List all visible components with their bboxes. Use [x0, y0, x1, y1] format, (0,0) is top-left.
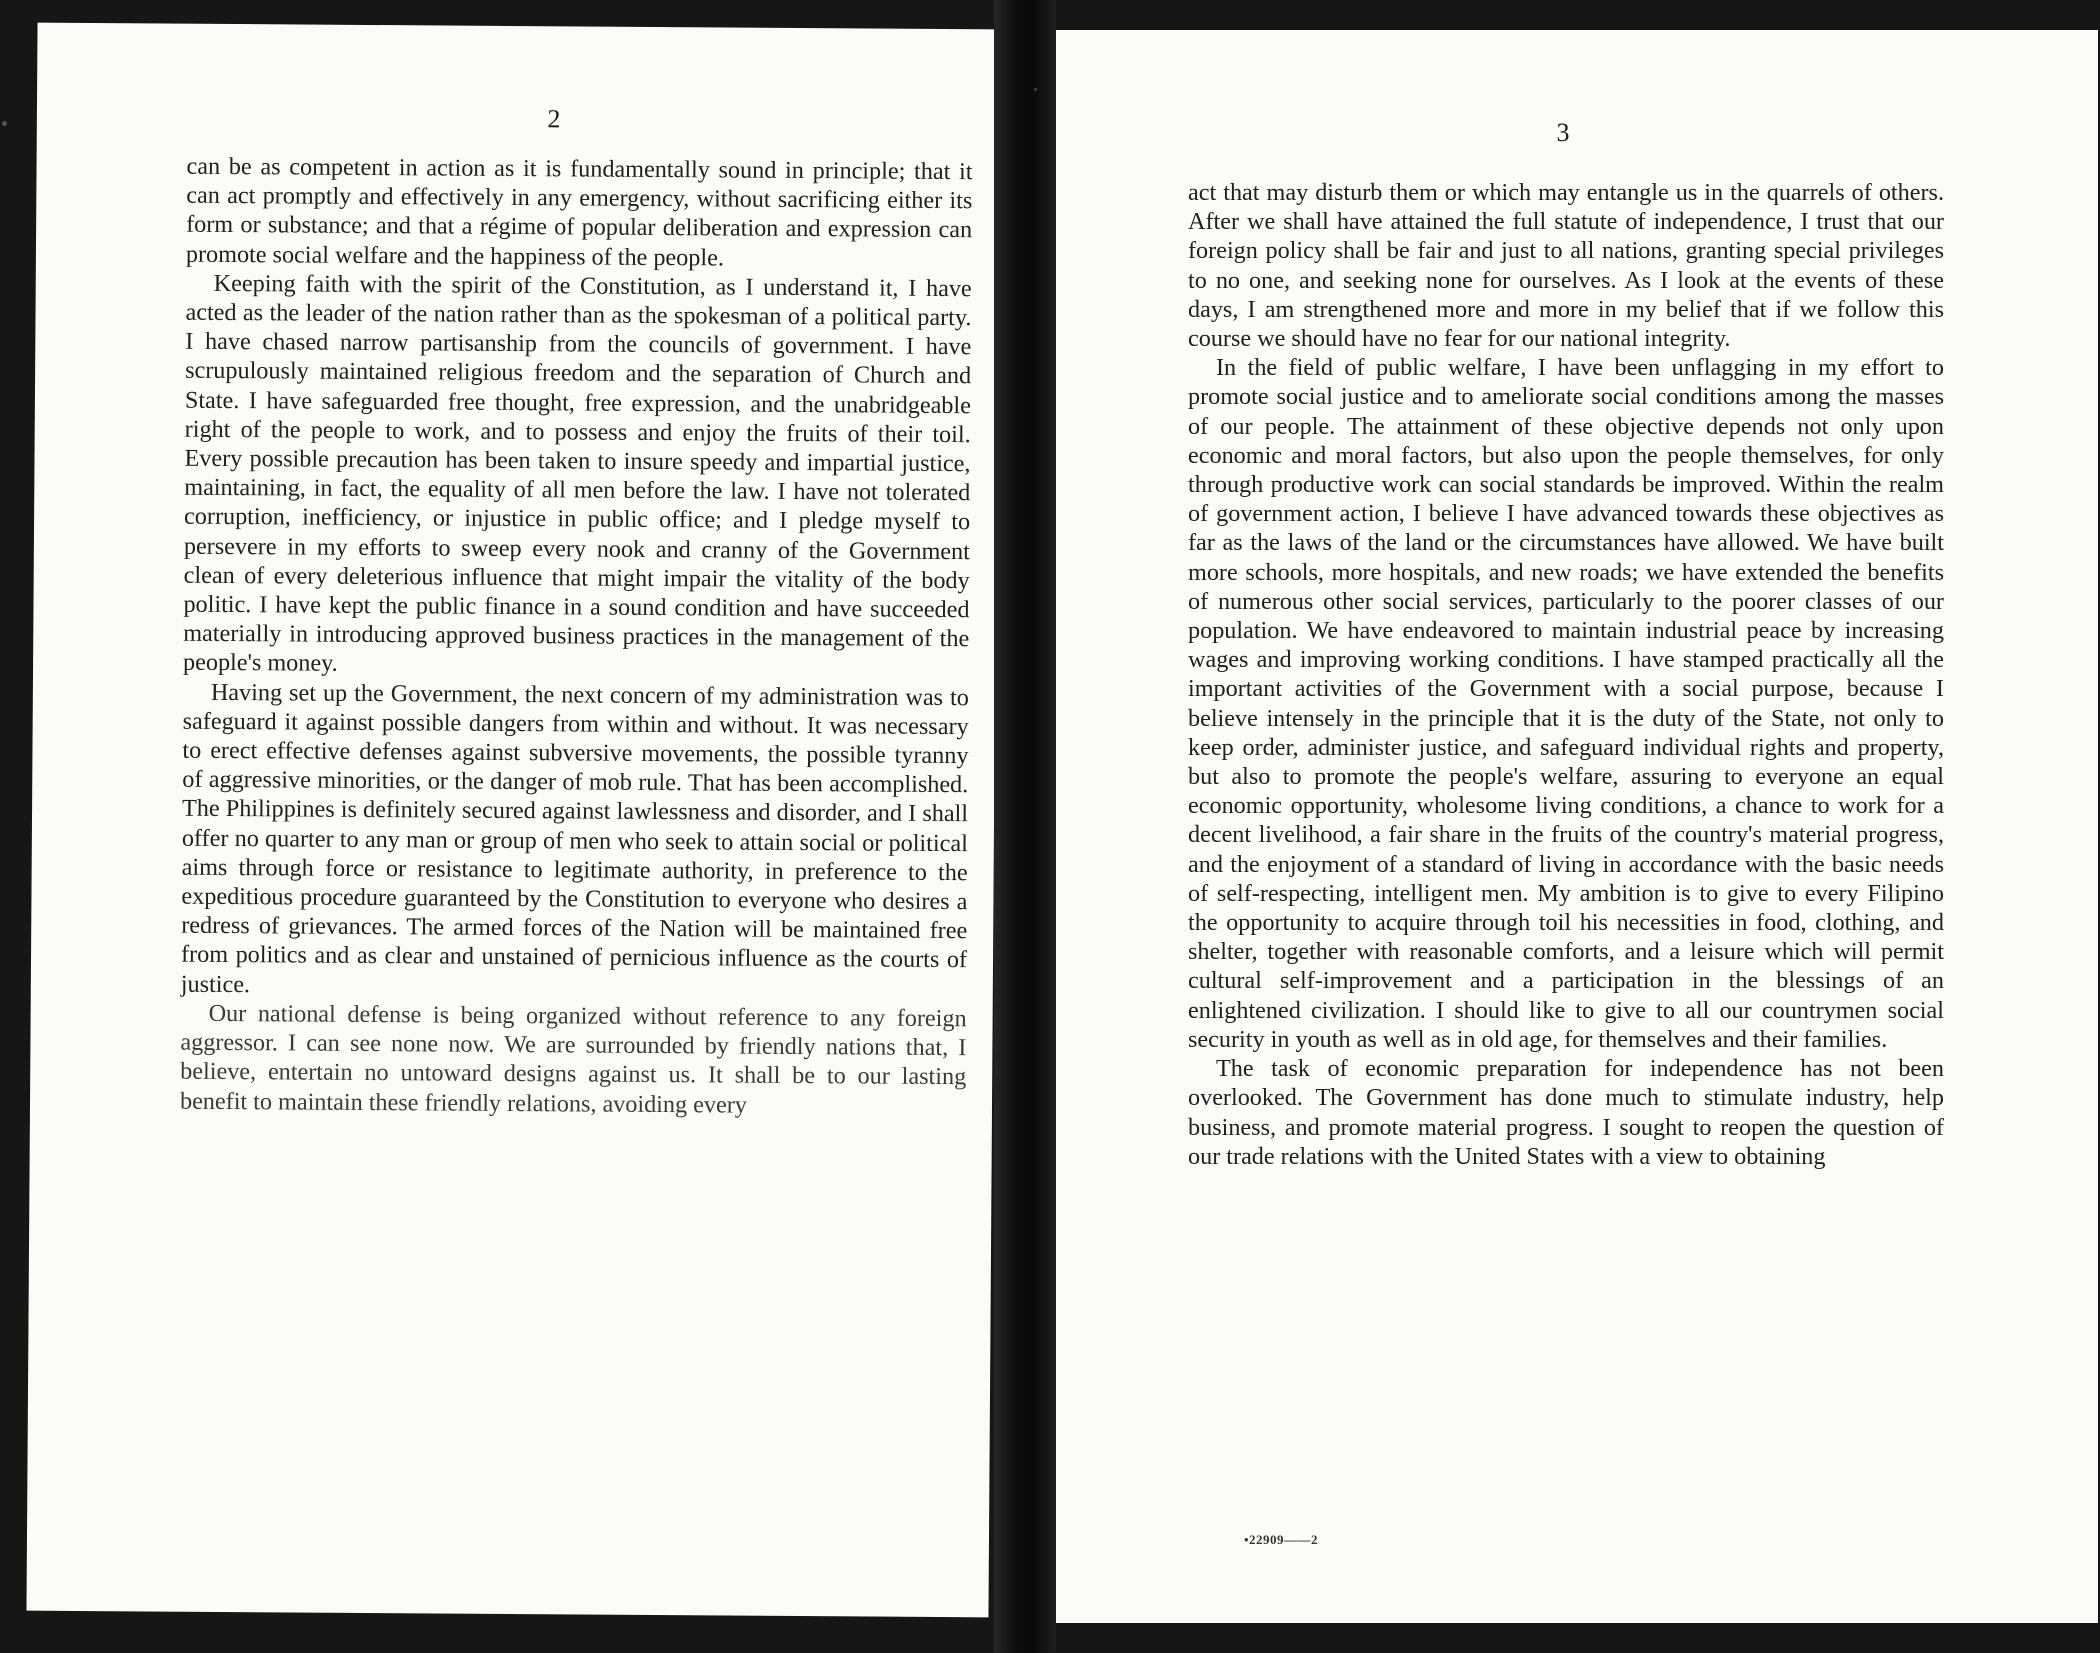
left-paragraph-3: Having set up the Government, the next concern of my administration was to safeguard it against possible dangers from within and without. It was necessary to erect effective defenses against subversive movements, the possible tyranny of aggressive minorities, or the danger of mob rule. That has been accomplished. The Philippines is definitely secured against lawlessness and disorder, and I shall offer no quarter to any man or group of men who seek to attain social or political aims through force or resistance to legitimate authority, in preference to the expeditious procedure guaranteed by the Constitution to everyone who desires a redress of grievances. The armed forces of the Nation will be maintained free from politics and as clear and unstained of pernicious influence as the courts of justice.: [180, 678, 969, 998]
scan-speck: [1034, 88, 1037, 91]
page-number-left: 2: [547, 104, 561, 134]
right-page: [1056, 30, 2098, 1623]
printer-mark: •22909——2: [1244, 1532, 1319, 1547]
left-page: [26, 23, 999, 1618]
right-paragraph-3: The task of economic preparation for independence has not been overlooked. The Government has done much to stimulate industry, help business, and promote material progress. I sought to reopen the question of our trade relations with the United States with a view to obtaining: [1188, 1055, 1944, 1170]
book-gutter: [994, 0, 1056, 1653]
right-paragraph-1: act that may disturb them or which may entangle us in the quarrels of others. After we shall have attained the full statute of independence, I trust that our foreign policy shall be fair and just to all nations, granting special privileges to no one, and seeking none for ourselves. As I look at the events of these days, I am strengthened more and more in my belief that if we follow this course we should have no fear for our national integrity.: [1188, 179, 1944, 353]
page-number-right: 3: [1556, 118, 1570, 147]
right-text-column: [1188, 178, 1944, 1171]
left-paragraph-4: Our national defense is being organized without reference to any foreign aggressor. I can see none now. We are surrounded by friendly nations that, I believe, entertain no untoward designs against us. It shall be to our lasting benefit to maintain these friendly relations, avoiding every: [179, 999, 967, 1119]
scan-speck: [2, 121, 7, 126]
left-text-column: [180, 152, 973, 1121]
right-paragraph-2: In the field of public welfare, I have been unflagging in my effort to promote social justice and to ameliorate social conditions among the masses of our people. The attainment of these objective depends not only upon economic and moral factors, but also upon the people themselves, for only through productive work can social standards be improved. Within the realm of government action, I believe I have advanced towards these objectives as far as the laws of the land or the circumstances have allowed. We have built more schools, more hospitals, and new roads; we have extended the benefits of numerous other social services, particularly to the poorer classes of our population. We have endeavored to maintain industrial peace by increasing wages and improving working conditions. I have stamped practically all the important activities of the Government with a social purpose, because I believe intensely in the principle that it is the duty of the State, not only to keep order, administer justice, and safeguard individual rights and property, but also to promote the people's welfare, assuring to everyone an equal economic opportunity, wholesome living conditions, a chance to work for a decent livelihood, a fair share in the fruits of the country's material progress, and the enjoyment of a standard of living in accordance with the basic needs of self-respecting, intelligent men. My ambition is to give to every Filipino the opportunity to acquire through toil his necessities in food, clothing, and shelter, together with reasonable comforts, and a leisure which will permit cultural self-improvement and a participation in the blessings of an enlightened civilization. I should like to give to all our countrymen social security in youth as well as in old age, for themselves and their families.: [1188, 354, 1944, 1053]
left-paragraph-1: can be as competent in action as it is fundamentally sound in principle; that it can act promptly and effectively in any emergency, without sacrificing either its form or substance; and that a régime of popular deliberation and expression can promote social welfare and the happiness of the people.: [185, 152, 973, 272]
left-paragraph-2: Keeping faith with the spirit of the Constitution, as I understand it, I have acted as the leader of the nation rather than as the spokesman of a political party. I have chased narrow partisanship from the councils of government. I have scrupulously maintained religious freedom and the separation of Church and State. I have safeguarded free thought, free expression, and the unabridgeable right of the people to work, and to possess and enjoy the fruits of their toil. Every possible precaution has been taken to insure speedy and impartial justice, maintaining, in fact, the equality of all men before the law. I have not tolerated corruption, inefficiency, or injustice in public office; and I pledge myself to persevere in my efforts to sweep every nook and cranny of the Government clean of every deleterious influence that might impair the vitality of the body politic. I have kept the public finance in a sound condition and have succeeded materially in introducing approved business practices in the management of the people's money.: [182, 269, 972, 678]
